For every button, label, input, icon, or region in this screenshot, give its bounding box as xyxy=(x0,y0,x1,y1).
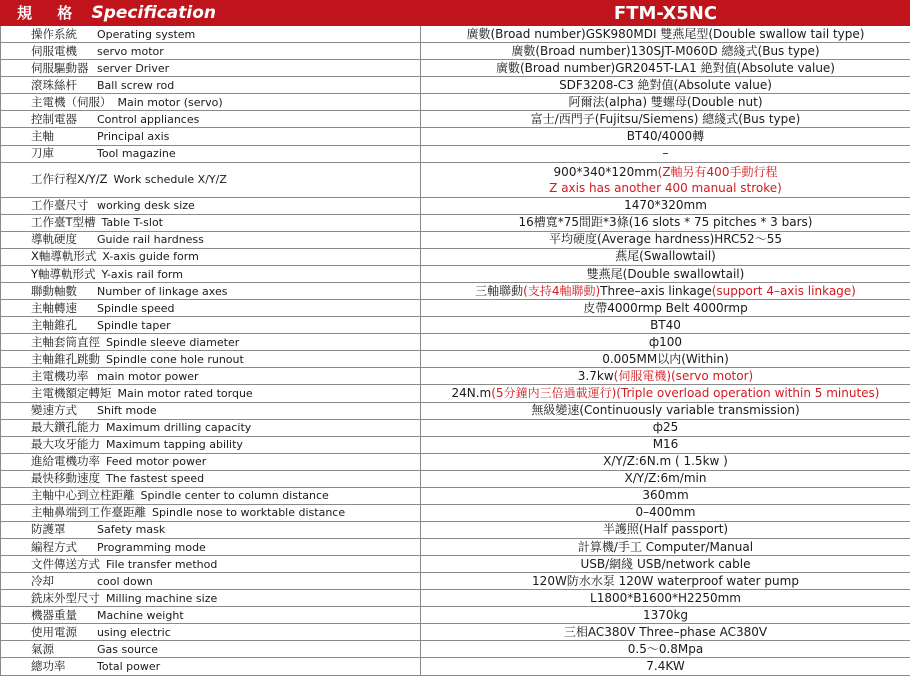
spec-name-en: Spindle nose to worktable distance xyxy=(152,506,346,520)
spec-name-cell xyxy=(1,77,421,94)
spec-name-zh: 導軌硬度 xyxy=(31,232,77,247)
spec-name-zh: 編程方式 xyxy=(31,539,77,554)
spec-value-cell xyxy=(421,43,910,60)
spec-value: X/Y/Z:6N.m ( 1.5kw ) xyxy=(603,454,728,469)
spec-name-cell xyxy=(1,487,421,504)
spec-value-cell xyxy=(421,573,910,590)
header-label-zh: 規 格 xyxy=(17,3,83,22)
spec-name-en: Work schedule X/Y/Z xyxy=(113,173,227,187)
spec-value: 24N.m xyxy=(451,385,492,400)
table-row xyxy=(1,436,910,453)
spec-value: BT40/4000轉 xyxy=(626,129,705,144)
table-row xyxy=(1,590,910,607)
spec-value-cell xyxy=(421,145,910,162)
spec-name-zh: 聯動軸數 xyxy=(31,283,77,298)
spec-name-zh: 主軸轉速 xyxy=(31,300,77,315)
spec-name-en: Principal axis xyxy=(97,130,170,144)
table-row xyxy=(1,402,910,419)
spec-value-note: (伺服電機)(servo motor) xyxy=(613,368,754,383)
spec-name-cell xyxy=(1,453,421,470)
spec-value-cell xyxy=(421,60,910,77)
table-row xyxy=(1,248,910,265)
spec-value-cell xyxy=(421,128,910,145)
spec-name-cell xyxy=(1,385,421,402)
spec-name-zh: 工作臺尺寸 xyxy=(31,198,89,213)
spec-value: 計算機/手工 Computer/Manual xyxy=(577,539,754,554)
spec-value-cell xyxy=(421,556,910,573)
spec-value-note: (Z軸另有400手動行程 xyxy=(657,164,778,179)
table-row xyxy=(1,266,910,283)
header-model: FTM-X5NC xyxy=(421,1,910,26)
spec-name-cell xyxy=(1,658,421,676)
spec-name-zh: 冷却 xyxy=(31,573,54,588)
table-row xyxy=(1,539,910,556)
table-row xyxy=(1,77,910,94)
table-row xyxy=(1,556,910,573)
spec-name-en: Table T-slot xyxy=(101,216,163,230)
spec-name-zh: 主軸套筒直徑 xyxy=(31,334,100,349)
spec-name-en: Spindle sleeve diameter xyxy=(106,335,240,349)
table-row xyxy=(1,94,910,111)
spec-name-en: Operating system xyxy=(97,27,196,41)
spec-name-zh: 銑床外型尺寸 xyxy=(31,590,100,605)
spec-value-cell xyxy=(421,487,910,504)
spec-name-cell xyxy=(1,521,421,538)
spec-name-zh: 主電機功率 xyxy=(31,368,89,383)
spec-name-zh: 工作臺T型槽 xyxy=(31,215,96,230)
spec-name-en: Guide rail hardness xyxy=(97,233,204,247)
table-row xyxy=(1,368,910,385)
table-row xyxy=(1,419,910,436)
spec-name-en: Main motor rated torque xyxy=(117,386,253,400)
spec-name-zh: 伺服驅動器 xyxy=(31,60,89,75)
spec-name-cell xyxy=(1,60,421,77)
spec-name-zh: 控制電器 xyxy=(31,111,77,126)
spec-name-cell xyxy=(1,368,421,385)
spec-name-zh: 工作行程X/Y/Z xyxy=(31,172,108,187)
table-row xyxy=(1,453,910,470)
spec-value: 0.005MM以内(Within) xyxy=(602,351,729,366)
table-row xyxy=(1,624,910,641)
spec-name-cell xyxy=(1,402,421,419)
spec-name-zh: 防護罩 xyxy=(31,522,66,537)
table-row xyxy=(1,283,910,300)
spec-value: 富士/西門子(Fujitsu/Siemens) 總綫式(Bus type) xyxy=(530,111,801,126)
spec-name-en: Feed motor power xyxy=(106,455,207,469)
spec-value-cell xyxy=(421,317,910,334)
spec-value: USB/網綫 USB/network cable xyxy=(580,556,751,571)
spec-name-cell xyxy=(1,556,421,573)
spec-name-cell xyxy=(1,26,421,43)
spec-value: 三軸聯動 xyxy=(475,283,524,298)
spec-name-cell xyxy=(1,128,421,145)
spec-name-cell xyxy=(1,573,421,590)
spec-name-en: Maximum tapping ability xyxy=(106,438,243,452)
spec-value-cell xyxy=(421,283,910,300)
spec-value: L1800*B1600*H2250mm xyxy=(590,590,741,605)
spec-value: 三相AC380V Three–phase AC380V xyxy=(563,624,768,639)
table-row xyxy=(1,385,910,402)
spec-name-en: Programming mode xyxy=(97,540,206,554)
spec-value: – xyxy=(662,146,669,161)
spec-name-zh: 滾珠絲杆 xyxy=(31,77,77,92)
table-row xyxy=(1,60,910,77)
spec-name-zh: 最大攻牙能力 xyxy=(31,437,100,452)
table-row xyxy=(1,658,910,676)
spec-value-cell xyxy=(421,300,910,317)
table-row xyxy=(1,145,910,162)
spec-value-cell xyxy=(421,111,910,128)
spec-name-zh: 伺服電機 xyxy=(31,43,77,58)
spec-name-zh: 總功率 xyxy=(31,659,66,674)
spec-value: 無級變速(Continuously variable transmission) xyxy=(531,403,800,418)
spec-value-cell xyxy=(421,26,910,43)
spec-value-cell xyxy=(421,248,910,265)
table-row xyxy=(1,521,910,538)
spec-value: 1370kg xyxy=(642,607,689,622)
spec-value-note: (支持4軸聯動) xyxy=(523,283,601,298)
spec-value: 3.7kw xyxy=(577,368,614,383)
spec-value-cell xyxy=(421,504,910,521)
spec-value-cell xyxy=(421,607,910,624)
spec-name-en: Control appliances xyxy=(97,112,200,126)
spec-value-cell xyxy=(421,214,910,231)
table-row xyxy=(1,317,910,334)
spec-value: 0.5～0.8Mpa xyxy=(627,641,704,656)
header-spec-label xyxy=(1,1,421,26)
spec-value-cell xyxy=(421,368,910,385)
spec-name-en: Machine weight xyxy=(97,608,184,622)
spec-name-cell xyxy=(1,504,421,521)
table-row xyxy=(1,197,910,214)
spec-name-en: X-axis guide form xyxy=(102,250,199,264)
spec-value: 7.4KW xyxy=(646,659,685,674)
spec-value: M16 xyxy=(652,437,679,452)
spec-name-zh: 刀庫 xyxy=(31,146,54,161)
spec-name-zh: 最快移動速度 xyxy=(31,471,100,486)
spec-value: 1470*320mm xyxy=(624,198,707,213)
spec-value-cell xyxy=(421,470,910,487)
spec-value-en: Three–axis linkage xyxy=(600,283,712,298)
spec-name-en: cool down xyxy=(97,574,153,588)
spec-value: 16槽寬*75間距*3條(16 slots * 75 pitches * 3 bars) xyxy=(518,215,813,230)
spec-value-cell xyxy=(421,77,910,94)
spec-name-cell xyxy=(1,231,421,248)
spec-name-en: Y-axis rail form xyxy=(101,267,183,281)
table-row xyxy=(1,214,910,231)
spec-name-zh: Y軸導軌形式 xyxy=(31,266,96,281)
spec-value: ф100 xyxy=(648,334,683,349)
spec-value-cell xyxy=(421,590,910,607)
spec-name-en: Main motor (servo) xyxy=(117,95,223,109)
spec-name-en: using electric xyxy=(97,625,171,639)
spec-value: SDF3208-C3 絶對值(Absolute value) xyxy=(559,77,772,92)
table-row xyxy=(1,607,910,624)
spec-value-note: (5分鐘内三倍過載運行)(Triple overload operation within 5 minutes) xyxy=(491,385,880,400)
table-row xyxy=(1,128,910,145)
spec-value: 廣數(Broad number)GR2045T-LA1 絶對值(Absolute value) xyxy=(496,60,835,75)
spec-name-zh: 主電機（伺服） xyxy=(31,94,112,109)
spec-name-cell xyxy=(1,436,421,453)
table-row xyxy=(1,231,910,248)
spec-name-cell xyxy=(1,419,421,436)
spec-name-en: Milling machine size xyxy=(106,591,218,605)
spec-name-zh: 主軸錐孔 xyxy=(31,317,77,332)
spec-name-zh: 文件傳送方式 xyxy=(31,556,100,571)
spec-name-cell xyxy=(1,539,421,556)
spec-value-cell xyxy=(421,351,910,368)
spec-name-cell xyxy=(1,248,421,265)
spec-name-en: Gas source xyxy=(97,642,159,656)
spec-value: 平均硬度(Average hardness)HRC52～55 xyxy=(549,232,782,247)
spec-name-en: Number of linkage axes xyxy=(97,284,228,298)
spec-name-cell xyxy=(1,145,421,162)
spec-name-cell xyxy=(1,470,421,487)
spec-name-cell xyxy=(1,590,421,607)
spec-value-note-en: (support 4–axis linkage) xyxy=(711,283,856,298)
spec-name-cell xyxy=(1,641,421,658)
spec-name-cell xyxy=(1,162,421,197)
spec-name-zh: 變速方式 xyxy=(31,403,77,418)
table-row xyxy=(1,504,910,521)
spec-name-en: server Driver xyxy=(97,61,170,75)
spec-name-zh: 主軸 xyxy=(31,129,54,144)
spec-value-cell xyxy=(421,94,910,111)
spec-name-en: Spindle taper xyxy=(97,318,171,332)
spec-name-en: Spindle cone hole runout xyxy=(106,352,244,366)
spec-value: 廣數(Broad number)GSK980MDI 雙燕尾型(Double swallow tail type) xyxy=(466,26,865,41)
spec-name-en: Shift mode xyxy=(97,404,157,418)
spec-name-zh: 主電機額定轉矩 xyxy=(31,385,112,400)
table-row xyxy=(1,26,910,43)
header-label-en: Specification xyxy=(91,2,216,23)
spec-value: 900*340*120mm xyxy=(553,164,658,179)
table-row xyxy=(1,470,910,487)
spec-value: 皮帶4000rmp Belt 4000rmp xyxy=(583,300,748,315)
spec-name-cell xyxy=(1,43,421,60)
spec-name-zh: 氣源 xyxy=(31,641,54,656)
spec-value-cell xyxy=(421,162,910,197)
spec-name-zh: 機器重量 xyxy=(31,607,77,622)
table-row xyxy=(1,43,910,60)
spec-name-zh: 操作系統 xyxy=(31,26,77,41)
spec-value-cell xyxy=(421,539,910,556)
spec-name-zh: 進給電機功率 xyxy=(31,454,100,469)
spec-value-cell xyxy=(421,231,910,248)
spec-name-cell xyxy=(1,300,421,317)
table-row xyxy=(1,573,910,590)
spec-name-cell xyxy=(1,607,421,624)
spec-name-en: working desk size xyxy=(97,199,195,213)
spec-name-en: Maximum drilling capacity xyxy=(106,421,252,435)
spec-name-cell xyxy=(1,283,421,300)
spec-name-en: Spindle center to column distance xyxy=(140,489,329,503)
spec-value-cell xyxy=(421,658,910,676)
spec-name-cell xyxy=(1,317,421,334)
spec-value-cell xyxy=(421,453,910,470)
table-row xyxy=(1,162,910,197)
spec-value: ф25 xyxy=(652,420,679,435)
spec-name-en: Total power xyxy=(97,660,161,674)
spec-name-cell xyxy=(1,351,421,368)
spec-value-cell xyxy=(421,436,910,453)
spec-value: 0–400mm xyxy=(635,505,696,520)
spec-name-zh: 主軸中心到立柱距離 xyxy=(31,488,135,503)
table-row xyxy=(1,351,910,368)
table-header-row xyxy=(1,1,910,26)
spec-value: 360mm xyxy=(642,488,689,503)
table-row xyxy=(1,111,910,128)
spec-value: 半護照(Half passport) xyxy=(602,522,729,537)
spec-value-cell xyxy=(421,419,910,436)
spec-value: 阿爾法(alpha) 雙螺母(Double nut) xyxy=(568,94,763,109)
spec-name-cell xyxy=(1,94,421,111)
spec-name-en: servo motor xyxy=(97,44,164,58)
spec-name-zh: 主軸鼻端到工作臺距離 xyxy=(31,505,146,520)
spec-name-cell xyxy=(1,266,421,283)
spec-value-cell xyxy=(421,266,910,283)
spec-value-cell xyxy=(421,334,910,351)
table-row xyxy=(1,334,910,351)
spec-value: BT40 xyxy=(650,317,681,332)
table-row xyxy=(1,487,910,504)
spec-name-cell xyxy=(1,214,421,231)
spec-name-zh: 主軸錐孔跳動 xyxy=(31,351,100,366)
spec-name-en: File transfer method xyxy=(106,557,218,571)
table-row xyxy=(1,300,910,317)
spec-name-zh: X軸導軌形式 xyxy=(31,249,97,264)
spec-value-cell xyxy=(421,521,910,538)
spec-value: 燕尾(Swallowtail) xyxy=(615,249,716,264)
spec-value: 120W防水水泵 120W waterproof water pump xyxy=(532,573,799,588)
spec-name-en: main motor power xyxy=(97,369,199,383)
spec-value-cell xyxy=(421,402,910,419)
spec-name-zh: 最大鑽孔能力 xyxy=(31,420,100,435)
spec-name-cell xyxy=(1,111,421,128)
spec-value: 廣數(Broad number)130SJT-M060D 總綫式(Bus type) xyxy=(511,43,820,58)
spec-name-cell xyxy=(1,624,421,641)
spec-value: X/Y/Z:6m/min xyxy=(624,471,707,486)
spec-name-zh: 使用電源 xyxy=(31,624,77,639)
spec-name-en: The fastest speed xyxy=(106,472,205,486)
spec-name-cell xyxy=(1,334,421,351)
table-row xyxy=(1,641,910,658)
spec-value-cell xyxy=(421,624,910,641)
spec-value-cell xyxy=(421,641,910,658)
spec-value-cell xyxy=(421,197,910,214)
spec-value-cell xyxy=(421,385,910,402)
spec-name-en: Ball screw rod xyxy=(97,78,175,92)
spec-name-en: Safety mask xyxy=(97,523,166,537)
spec-value: 雙燕尾(Double swallowtail) xyxy=(586,266,745,281)
spec-name-en: Tool magazine xyxy=(97,147,176,161)
spec-value-note-line2: Z axis has another 400 manual stroke) xyxy=(549,180,782,195)
spec-name-cell xyxy=(1,197,421,214)
spec-name-en: Spindle speed xyxy=(97,301,175,315)
